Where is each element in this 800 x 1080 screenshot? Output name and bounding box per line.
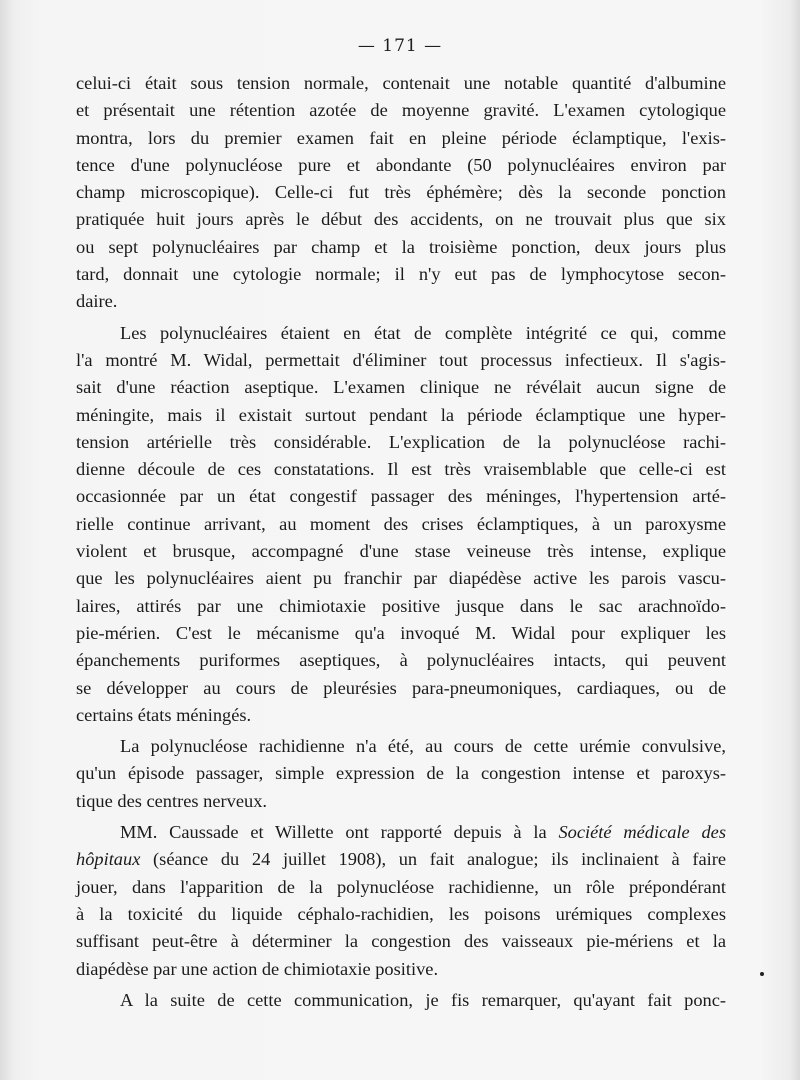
text-line: qu'un épisode passager, simple expression de la congestion intense et paroxys-	[76, 763, 726, 784]
text-line: pie-mérien. C'est le mécanisme qu'a invoqué M. Widal pour expliquer les	[76, 622, 726, 643]
text-line: méningite, mais il existait surtout pendant la période éclamptique une hyper-	[76, 404, 726, 425]
text-run: MM. Caussade et Willette ont rapporté depuis à la	[120, 822, 547, 843]
text-line: A la suite de cette communication, je fis remarquer, qu'ayant fait ponc-	[120, 989, 726, 1010]
text-line: tard, donnait une cytologie normale; il n'y eut pas de lymphocytose secon-	[76, 264, 726, 285]
paragraph-2	[76, 320, 726, 729]
text-line: rielle continue arrivant, au moment des crises éclamptiques, à un paroxysme	[76, 513, 726, 534]
text-line: l'a montré M. Widal, permettait d'éliminer tout processus infectieux. Il s'agis-	[76, 349, 726, 370]
text-line: certains états méningés.	[76, 704, 252, 725]
text-line: daire.	[76, 291, 118, 312]
journal-title: Société médicale des	[558, 822, 726, 843]
text-line: et présentait une rétention azotée de moyenne gravité. L'examen cytologique	[76, 100, 726, 121]
text-line: tence d'une polynucléose pure et abondante (50 polynucléaires environ par	[76, 154, 726, 175]
body-text	[76, 70, 726, 1014]
text-line: La polynucléose rachidienne n'a été, au cours de cette urémie convulsive,	[120, 736, 726, 757]
text-line: dienne découle de ces constatations. Il est très vraisemblable que celle-ci est	[76, 459, 726, 480]
text-line: ou sept polynucléaires par champ et la troisième ponction, deux jours plus	[76, 236, 726, 257]
text-line: celui-ci était sous tension normale, contenait une notable quantité d'albumine	[76, 73, 726, 93]
text-line	[76, 846, 726, 873]
text-line: suffisant peut-être à déterminer la congestion des vaisseaux pie-mériens et la	[76, 931, 726, 952]
text-line: violent et brusque, accompagné d'une stase veineuse très intense, explique	[76, 541, 726, 562]
ink-speck	[760, 972, 764, 976]
text-line: pratiquée huit jours après le début des accidents, on ne trouvait plus que six	[76, 209, 726, 230]
text-line	[76, 819, 726, 846]
paragraph-4	[76, 819, 726, 983]
text-line: à la toxicité du liquide céphalo-rachidien, les poisons urémiques complexes	[76, 903, 726, 924]
text-line: se développer au cours de pleurésies para-pneumoniques, cardiaques, ou de	[76, 677, 726, 698]
text-run: (séance du 24 juillet 1908), un fait analogue; ils inclinaient à faire	[153, 849, 726, 870]
paragraph-1	[76, 70, 726, 316]
page-number: — 171 —	[357, 36, 443, 56]
paragraph-5	[76, 987, 726, 1014]
text-line: montra, lors du premier examen fait en pleine période éclamptique, l'exis-	[76, 127, 726, 148]
text-line: diapédèse par une action de chimiotaxie positive.	[76, 958, 439, 979]
text-line: laires, attirés par une chimiotaxie positive jusque dans le sac arachnoïdo-	[76, 595, 726, 616]
journal-title-cont: hôpitaux	[76, 849, 141, 870]
text-line: épanchements puriformes aseptiques, à polynucléaires intacts, qui peuvent	[76, 650, 726, 671]
text-line: jouer, dans l'apparition de la polynucléose rachidienne, un rôle prépondérant	[76, 876, 726, 897]
text-line: tension artérielle très considérable. L'explication de la polynucléose rachi-	[76, 431, 726, 452]
text-line: sait d'une réaction aseptique. L'examen clinique ne révélait aucun signe de	[76, 377, 726, 398]
text-line: occasionnée par un état congestif passager des méninges, l'hypertension arté-	[76, 486, 726, 507]
text-line: Les polynucléaires étaient en état de complète intégrité ce qui, comme	[120, 322, 726, 343]
paragraph-3	[76, 733, 726, 815]
text-line: que les polynucléaires aient pu franchir par diapédèse active les parois vascu-	[76, 568, 726, 589]
text-line: champ microscopique). Celle-ci fut très éphémère; dès la seconde ponction	[76, 182, 726, 203]
text-line: tique des centres nerveux.	[76, 790, 267, 811]
